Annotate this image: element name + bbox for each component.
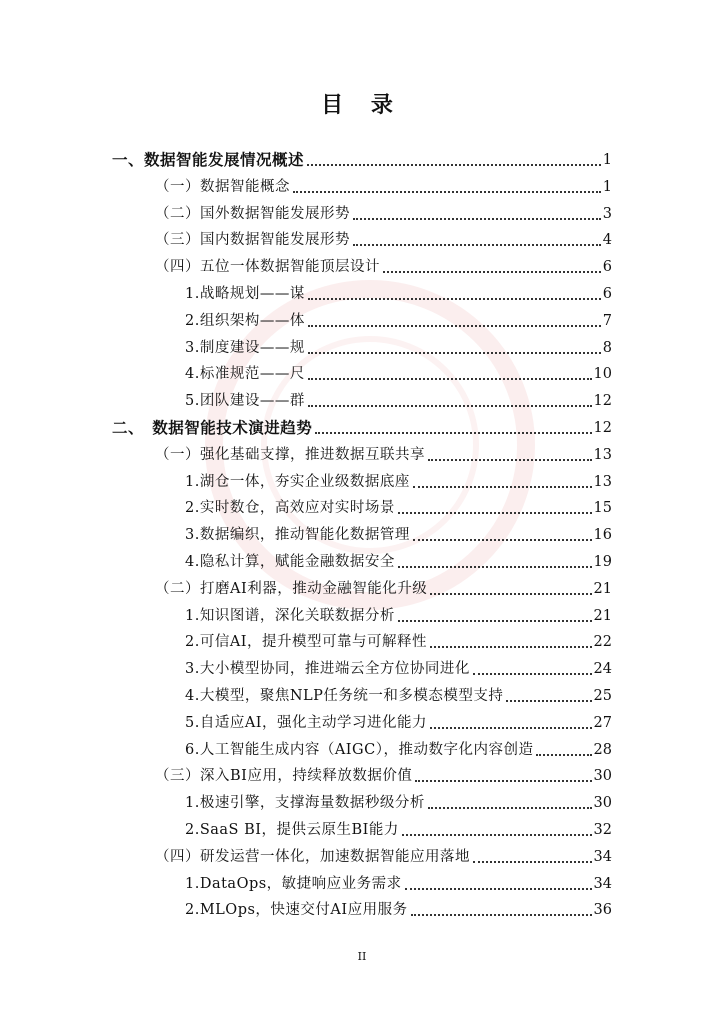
dot-leader <box>411 914 592 916</box>
toc-entry-label: 1.知识图谱，深化关联数据分析 <box>185 607 395 624</box>
dot-leader <box>398 512 592 514</box>
dot-leader <box>307 164 601 166</box>
toc-entry[interactable] <box>185 332 612 358</box>
toc-entry-label: 2.实时数仓，高效应对实时场景 <box>185 500 395 517</box>
dot-leader <box>308 325 601 327</box>
toc-entry-page: 34 <box>593 875 612 892</box>
toc-entry[interactable] <box>155 224 612 250</box>
toc-entry-page: 27 <box>593 714 612 731</box>
toc-entry-page: 19 <box>593 554 612 570</box>
toc-entry-page: 4 <box>602 232 612 249</box>
toc-entry[interactable] <box>155 251 612 277</box>
toc-entry-label: 2.SaaS BI，提供云原生BI能力 <box>185 822 399 838</box>
toc-entry[interactable] <box>185 385 612 411</box>
toc-entry-label: 4.隐私计算，赋能金融数据安全 <box>185 554 395 570</box>
toc-entry-label: 1.极速引擎，支撑海量数据秒级分析 <box>185 795 425 812</box>
dot-leader <box>353 218 601 220</box>
toc-entry-label: 3.数据编织，推动智能化数据管理 <box>185 527 410 544</box>
dot-leader <box>428 459 592 461</box>
dot-leader <box>430 646 592 648</box>
toc-entry-page: 6 <box>602 286 612 302</box>
toc-entry-label: 4.标准规范——尺 <box>185 366 305 383</box>
dot-leader <box>405 888 592 890</box>
dot-leader <box>430 727 592 729</box>
dot-leader <box>383 271 601 273</box>
toc-entry[interactable] <box>155 171 612 197</box>
toc-entry-page: 1 <box>602 152 612 168</box>
toc-entry[interactable] <box>155 439 612 465</box>
toc-entry-label: 2.MLOps，快速交付AI应用服务 <box>185 902 408 919</box>
dot-leader <box>413 486 592 488</box>
toc-entry-label: 二、 数据智能技术演进趋势 <box>112 419 313 437</box>
toc-entry-label: （三）深入BI应用，持续释放数据价值 <box>155 768 413 785</box>
toc-entry-page: 34 <box>593 848 612 865</box>
toc-entry-label: 3.制度建设——规 <box>185 339 305 356</box>
toc-entry[interactable] <box>112 412 612 438</box>
toc-entry-page: 16 <box>593 527 612 544</box>
toc-entry-page: 13 <box>593 446 612 463</box>
toc-entry[interactable] <box>185 653 612 679</box>
dot-leader <box>308 352 601 354</box>
dot-leader <box>308 405 592 407</box>
toc-entry-page: 13 <box>593 473 612 490</box>
dot-leader <box>430 593 591 595</box>
toc-entry-page: 8 <box>602 339 612 356</box>
toc-entry-label: （二）打磨AI利器，推动金融智能化升级 <box>155 580 428 597</box>
toc-entry-label: （一）强化基础支撑，推进数据互联共享 <box>155 446 425 463</box>
toc-entry[interactable] <box>185 868 612 894</box>
dot-leader <box>293 191 601 193</box>
toc-entry[interactable] <box>185 466 612 492</box>
toc-entry[interactable] <box>185 278 612 304</box>
toc-entry[interactable] <box>112 144 612 170</box>
toc-entry-page: 6 <box>602 259 612 276</box>
toc-entry[interactable] <box>185 814 612 840</box>
dot-leader <box>398 620 592 622</box>
toc-entry-page: 24 <box>593 661 612 678</box>
toc-entry[interactable] <box>185 680 612 706</box>
toc-entry-label: （二）国外数据智能发展形势 <box>155 205 350 222</box>
toc-entry-page: 22 <box>593 634 612 651</box>
toc-entry-label: （四）五位一体数据智能顶层设计 <box>155 259 380 276</box>
dot-leader <box>398 566 592 568</box>
toc-entry[interactable] <box>155 760 612 786</box>
toc-entry[interactable] <box>185 707 612 733</box>
dot-leader <box>473 861 592 863</box>
toc-entry-page: 10 <box>593 366 612 383</box>
toc-entry-label: （一）数据智能概念 <box>155 178 290 195</box>
dot-leader <box>308 378 592 380</box>
dot-leader <box>413 539 592 541</box>
toc-entry-label: 3.大小模型协同，推进端云全方位协同进化 <box>185 661 470 678</box>
toc-entry-page: 21 <box>593 607 612 624</box>
toc-entry-label: 1.湖仓一体，夯实企业级数据底座 <box>185 473 410 490</box>
dot-leader <box>536 754 591 756</box>
toc-entry[interactable] <box>155 198 612 224</box>
toc-entry[interactable] <box>185 734 612 760</box>
dot-leader <box>428 807 592 809</box>
toc-entry-page: 12 <box>593 393 612 410</box>
toc-entry-page: 1 <box>602 178 612 195</box>
toc-entry-label: 一、数据智能发展情况概述 <box>112 151 305 169</box>
dot-leader <box>308 298 601 300</box>
dot-leader <box>315 432 591 434</box>
toc-entry[interactable] <box>185 787 612 813</box>
toc-entry[interactable] <box>185 305 612 331</box>
toc-entry[interactable] <box>185 626 612 652</box>
toc-entry-page: 3 <box>602 205 612 222</box>
page-title: 目 录 <box>321 93 403 118</box>
toc-entry[interactable] <box>155 573 612 599</box>
toc-entry-page: 25 <box>593 688 612 704</box>
page-number: II <box>357 950 367 963</box>
toc-entry-label: 4.大模型，聚焦NLP任务统一和多模态模型支持 <box>185 688 504 704</box>
dot-leader <box>402 834 592 836</box>
dot-leader <box>353 244 601 246</box>
toc-entry-page: 15 <box>593 500 612 517</box>
toc-entry-page: 32 <box>593 822 612 838</box>
toc-entry-label: 1.战略规划——谋 <box>185 286 305 302</box>
toc-entry-page: 12 <box>593 420 612 436</box>
toc-entry-label: 6.人工智能生成内容（AIGC），推动数字化内容创造 <box>185 741 534 758</box>
toc-entry-page: 30 <box>593 768 612 785</box>
toc-entry-page: 36 <box>593 902 612 919</box>
toc-entry-label: 5.团队建设——群 <box>185 393 305 410</box>
dot-leader <box>415 780 591 782</box>
toc-entry-label: （四）研发运营一体化，加速数据智能应用落地 <box>155 848 470 865</box>
toc-entry[interactable] <box>185 546 612 572</box>
toc-entry[interactable] <box>185 894 612 920</box>
toc-entry-label: 5.自适应AI，强化主动学习进化能力 <box>185 714 428 731</box>
toc-entry-page: 7 <box>602 312 612 329</box>
toc-entry-label: 2.组织架构——体 <box>185 312 305 329</box>
toc-entry[interactable] <box>185 492 612 518</box>
toc-entry[interactable] <box>185 358 612 384</box>
toc-entry-label: 2.可信AI，提升模型可靠与可解释性 <box>185 634 428 651</box>
toc-entry[interactable] <box>155 841 612 867</box>
toc-entry-page: 30 <box>593 795 612 812</box>
dot-leader <box>473 673 592 675</box>
dot-leader <box>506 700 591 702</box>
toc-entry-label: 1.DataOps，敏捷响应业务需求 <box>185 875 402 892</box>
toc-entry[interactable] <box>185 600 612 626</box>
toc-entry-page: 21 <box>593 580 612 597</box>
toc-entry-label: （三）国内数据智能发展形势 <box>155 232 350 249</box>
toc-entry-page: 28 <box>593 741 612 758</box>
toc-entry[interactable] <box>185 519 612 545</box>
